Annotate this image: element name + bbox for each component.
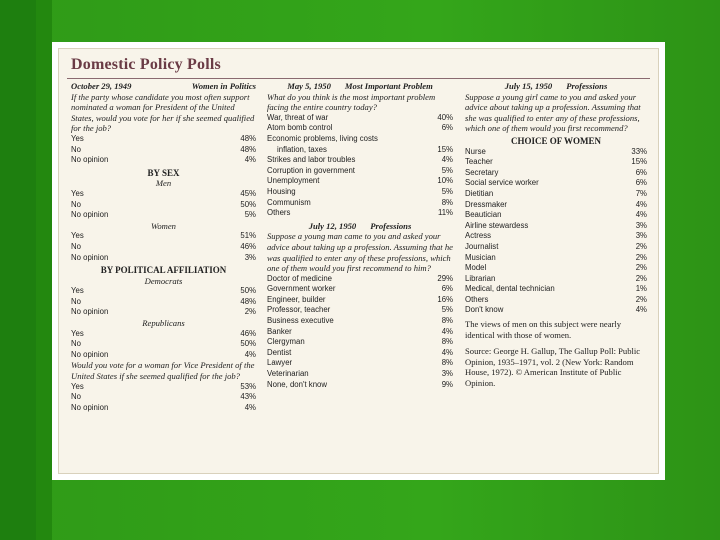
result-value: 4% <box>244 155 256 165</box>
column-women-in-politics <box>71 81 256 413</box>
result-row <box>267 284 453 295</box>
result-value: 50% <box>240 286 256 296</box>
result-row <box>71 403 256 414</box>
poll-topic: Most Important Problem <box>344 81 433 91</box>
result-row <box>71 155 256 166</box>
poll-topic: Professions <box>370 220 412 231</box>
result-value: 48% <box>240 296 256 306</box>
poll-question: What do you think is the most important problem facing the entire country today? <box>267 91 436 113</box>
poll-date: July 15, 1950 <box>504 81 553 91</box>
result-value: 8% <box>441 197 453 207</box>
result-label: Yes <box>71 381 84 391</box>
result-label: Dietitian <box>465 188 494 198</box>
result-list <box>71 329 256 361</box>
result-label: Lawyer <box>267 358 293 368</box>
result-row <box>267 123 453 134</box>
result-row <box>267 380 453 391</box>
result-row <box>71 339 256 350</box>
result-label: No <box>71 296 81 306</box>
result-value: 15% <box>631 157 647 167</box>
column-professions-women <box>465 81 647 389</box>
result-list <box>71 286 256 318</box>
column-most-important-problem <box>267 81 453 390</box>
result-row <box>71 134 256 145</box>
left-stripe <box>0 0 36 540</box>
source-citation: Source: George H. Gallup, The Gallup Poll: Public Opinion, 1935–1971, vol. 2 (New York: Random House, 1972). © American Institute of Public Opinion. <box>465 346 641 389</box>
result-label: Yes <box>71 286 84 296</box>
result-label: Others <box>267 208 291 218</box>
result-row <box>465 231 647 242</box>
result-value: 5% <box>441 165 453 175</box>
result-value: 6% <box>441 284 453 294</box>
result-row <box>465 274 647 285</box>
result-row <box>267 166 453 177</box>
result-value: 4% <box>441 326 453 336</box>
result-label: Actress <box>465 231 491 241</box>
result-value: 4% <box>244 349 256 359</box>
result-value: 50% <box>240 339 256 349</box>
result-row <box>465 221 647 232</box>
result-row <box>267 208 453 219</box>
result-label: Yes <box>71 328 84 338</box>
result-value: 5% <box>441 305 453 315</box>
poll-date: May 5, 1950 <box>287 81 331 91</box>
result-row <box>267 176 453 187</box>
result-row <box>71 210 256 221</box>
result-value: 5% <box>441 186 453 196</box>
result-value: 2% <box>635 241 647 251</box>
left-stripe-inner <box>36 0 52 540</box>
result-value: 48% <box>240 133 256 143</box>
result-label: War, threat of war <box>267 112 329 122</box>
document-title: Domestic Policy Polls <box>71 56 221 73</box>
poll-date: July 12, 1950 <box>308 220 357 231</box>
poll-question: Would you vote for a woman for Vice President of the United States if she seemed qualified for the job? <box>71 360 255 382</box>
result-row <box>267 187 453 198</box>
result-list <box>465 147 647 317</box>
result-row <box>465 157 647 168</box>
result-row <box>71 382 256 393</box>
result-row <box>267 198 453 209</box>
result-row <box>465 253 647 264</box>
result-value: 46% <box>240 241 256 251</box>
result-value: 51% <box>240 231 256 241</box>
result-label: Secretary <box>465 167 499 177</box>
poll-topic: Professions <box>566 81 608 91</box>
slide-image-frame <box>52 42 665 480</box>
result-value: 4% <box>635 305 647 315</box>
result-value: 53% <box>240 381 256 391</box>
result-value: 16% <box>437 294 453 304</box>
result-value: 3% <box>441 369 453 379</box>
result-label: No <box>71 241 81 251</box>
result-row <box>267 337 453 348</box>
result-value: 3% <box>635 231 647 241</box>
result-label: Yes <box>71 188 84 198</box>
result-value: 6% <box>635 178 647 188</box>
result-label: Yes <box>71 231 84 241</box>
result-value: 46% <box>240 328 256 338</box>
poll-document <box>58 48 659 474</box>
result-row <box>267 134 453 145</box>
result-row <box>71 145 256 156</box>
result-row <box>465 242 647 253</box>
result-label: Housing <box>267 186 296 196</box>
result-row <box>267 145 453 156</box>
result-row <box>267 348 453 359</box>
result-value: 15% <box>437 144 453 154</box>
result-list <box>71 231 256 263</box>
result-row <box>71 189 256 200</box>
result-value: 2% <box>635 252 647 262</box>
section-heading: BY SEX <box>147 167 180 178</box>
result-label: No opinion <box>71 252 109 262</box>
result-value: 4% <box>635 199 647 209</box>
result-label: No opinion <box>71 349 109 359</box>
result-value: 9% <box>441 379 453 389</box>
result-row <box>71 253 256 264</box>
result-label: Librarian <box>465 273 496 283</box>
result-label: Dressmaker <box>465 199 508 209</box>
result-row <box>71 200 256 211</box>
result-label: Professor, teacher <box>267 305 331 315</box>
result-label: Doctor of medicine <box>267 273 333 283</box>
result-label: Banker <box>267 326 292 336</box>
poll-header <box>465 81 647 92</box>
result-row <box>465 178 647 189</box>
result-row <box>71 392 256 403</box>
result-list <box>267 113 453 219</box>
result-label: Dentist <box>267 347 292 357</box>
result-row <box>465 263 647 274</box>
section-heading: CHOICE OF WOMEN <box>510 135 601 146</box>
footnote: The views of men on this subject were nearly identical with those of women. <box>465 319 622 340</box>
result-value: 2% <box>635 263 647 273</box>
result-row <box>465 189 647 200</box>
result-value: 2% <box>635 294 647 304</box>
result-label: Social service worker <box>465 178 539 188</box>
result-label: No <box>71 199 81 209</box>
result-value: 50% <box>240 199 256 209</box>
result-label: No <box>71 144 81 154</box>
poll-header <box>71 81 256 92</box>
result-row <box>267 113 453 124</box>
result-label: No opinion <box>71 210 109 220</box>
result-label: No opinion <box>71 402 109 412</box>
result-row <box>465 200 647 211</box>
result-value: 4% <box>441 347 453 357</box>
result-row <box>71 286 256 297</box>
result-label: Journalist <box>465 241 499 251</box>
result-value: 4% <box>441 155 453 165</box>
result-label: Yes <box>71 133 84 143</box>
result-label: Corruption in government <box>267 165 355 175</box>
result-row <box>465 284 647 295</box>
poll-topic: Women in Politics <box>191 81 256 91</box>
result-label: Airline stewardess <box>465 220 529 230</box>
poll-header <box>267 221 453 232</box>
result-row <box>267 274 453 285</box>
result-label: Nurse <box>465 146 486 156</box>
result-row <box>465 147 647 158</box>
result-value: 43% <box>240 392 256 402</box>
result-value: 45% <box>240 188 256 198</box>
poll-question: Suppose a young man came to you and asked your advice about taking up a profession. Assuming that he was qualified to enter any of these professions, which one of them would you first recommend to him? <box>267 231 453 274</box>
result-row <box>71 231 256 242</box>
result-label: inflation, taxes <box>277 144 327 154</box>
result-row <box>267 305 453 316</box>
result-value: 4% <box>635 210 647 220</box>
result-label: Business executive <box>267 316 334 326</box>
result-label: None, don't know <box>267 379 328 389</box>
result-value: 3% <box>635 220 647 230</box>
result-label: Beautician <box>465 210 502 220</box>
result-label: Unemployment <box>267 176 320 186</box>
subgroup-label: Men <box>155 178 172 189</box>
result-value: 6% <box>635 167 647 177</box>
result-label: Veterinarian <box>267 369 309 379</box>
result-row <box>71 350 256 361</box>
result-label: Others <box>465 294 489 304</box>
result-value: 5% <box>244 210 256 220</box>
result-label: No <box>71 392 81 402</box>
result-row <box>465 168 647 179</box>
result-label: No <box>71 339 81 349</box>
result-list <box>71 134 256 166</box>
result-label: Clergyman <box>267 337 305 347</box>
result-row <box>465 210 647 221</box>
subgroup-label: Democrats <box>144 275 183 286</box>
result-row <box>267 295 453 306</box>
result-value: 6% <box>441 123 453 133</box>
result-value: 40% <box>437 112 453 122</box>
result-label: Musician <box>465 252 496 262</box>
result-label: No opinion <box>71 155 109 165</box>
result-list <box>71 189 256 221</box>
result-value: 7% <box>635 188 647 198</box>
result-row <box>465 295 647 306</box>
result-label: Engineer, builder <box>267 294 326 304</box>
result-value: 4% <box>244 402 256 412</box>
result-label: Medical, dental technician <box>465 284 555 294</box>
poll-header <box>267 81 453 92</box>
poll-date: October 29, 1949 <box>71 81 132 91</box>
section-heading: BY POLITICAL AFFILIATION <box>100 265 227 276</box>
result-row <box>71 297 256 308</box>
result-row <box>267 316 453 327</box>
result-list <box>71 382 256 414</box>
result-value: 11% <box>437 208 453 218</box>
result-row <box>71 329 256 340</box>
subgroup-label: Women <box>151 220 176 231</box>
result-label: Model <box>465 263 487 273</box>
result-value: 3% <box>244 252 256 262</box>
result-value: 2% <box>244 307 256 317</box>
result-value: 8% <box>441 316 453 326</box>
result-label: Government worker <box>267 284 336 294</box>
result-label: Economic problems, living costs <box>267 133 378 143</box>
result-value: 1% <box>635 284 647 294</box>
result-label: Atom bomb control <box>267 123 333 133</box>
poll-question: Suppose a young girl came to you and asked your advice about taking up a profession. Assuming that she was qualified to enter any of these professions, which one of them would you first recommend? <box>465 91 641 134</box>
result-value: 2% <box>635 273 647 283</box>
result-label: Communism <box>267 197 311 207</box>
title-rule <box>67 78 650 79</box>
result-value: 8% <box>441 358 453 368</box>
result-row <box>465 305 647 316</box>
result-label: No opinion <box>71 307 109 317</box>
result-value: 33% <box>631 146 647 156</box>
result-value: 29% <box>437 273 453 283</box>
result-label: Teacher <box>465 157 493 167</box>
result-label: Don't know <box>465 305 504 315</box>
result-row <box>267 327 453 338</box>
result-list <box>267 274 453 391</box>
result-value: 8% <box>441 337 453 347</box>
result-row <box>71 242 256 253</box>
poll-question: If the party whose candidate you most often support nominated a woman for President of the United States, would you vote for her if she seemed qualified for the job? <box>71 91 255 134</box>
subgroup-label: Republicans <box>142 318 185 329</box>
result-value: 48% <box>240 144 256 154</box>
result-label: Strikes and labor troubles <box>267 155 356 165</box>
result-row <box>267 358 453 369</box>
result-row <box>267 155 453 166</box>
result-row <box>71 307 256 318</box>
result-value: 10% <box>437 176 453 186</box>
result-row <box>267 369 453 380</box>
